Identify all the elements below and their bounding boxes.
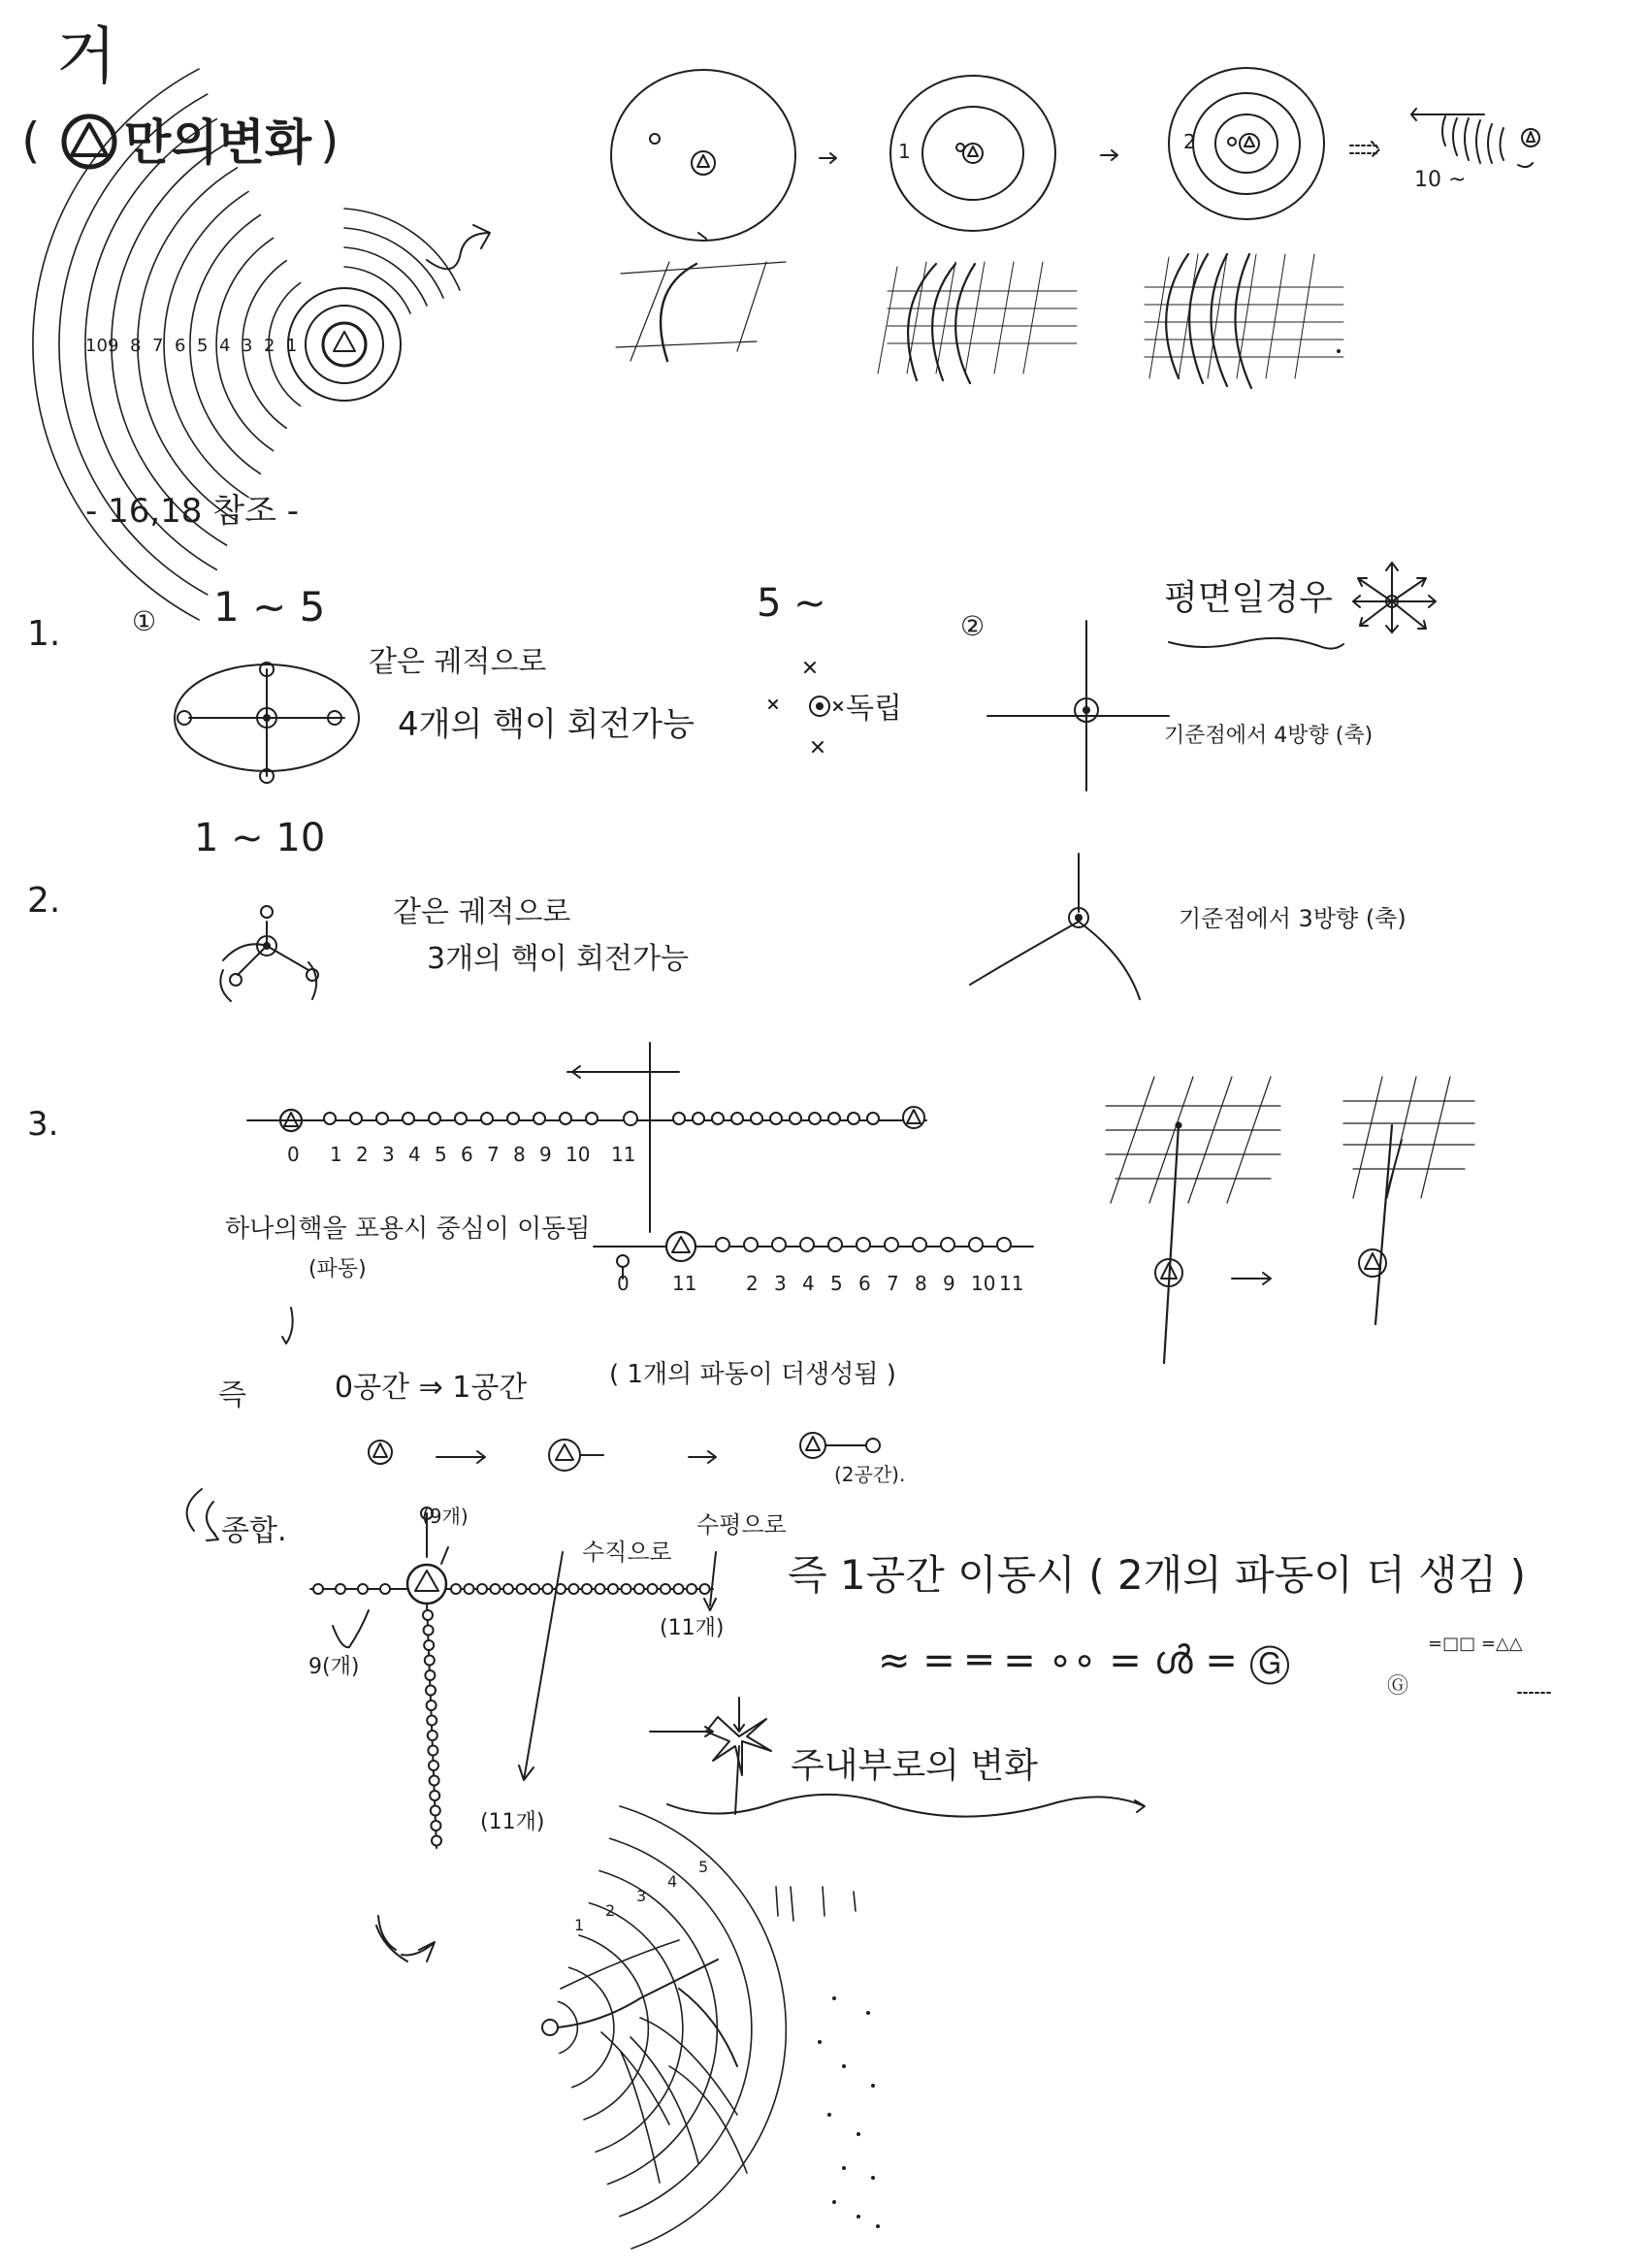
synthesis-bead [569,1584,579,1594]
atom-growth-sequence [611,68,1539,241]
wave-arc-label: 6 [175,336,186,356]
wave-arc-label: 1 [286,336,298,356]
atom-stage-3 [1169,68,1324,219]
chain-bead [617,1255,629,1267]
chain2-label: 10 [971,1272,996,1295]
chain-bead [712,1113,724,1124]
chain-bead [455,1113,467,1124]
atom-stage-1 [611,70,795,241]
shift-note-sub: (파동) [308,1257,367,1281]
conclusion-paren: ( 1개의 파동이 더생성됨 ) [609,1360,896,1389]
synthesis-bead [336,1584,345,1594]
fan-arc-label: 3 [636,1887,647,1905]
synthesis-bead [427,1716,436,1726]
chain1-label: 5 [435,1143,447,1166]
equation-tail: =□□ =△△ [1428,1634,1523,1654]
chain-bead [481,1113,493,1124]
chain2-label: 9 [943,1272,955,1295]
stage3-label-2: 2 [1183,130,1196,153]
chain-bead [751,1113,762,1124]
chain2-label: 6 [858,1272,871,1295]
synthesis-bead [530,1584,539,1594]
wave-fan-figure [376,1806,880,2249]
grid-sketch-2 [878,262,1077,383]
chain1-label: 1 [330,1143,342,1166]
section2-number: 2. [27,881,61,921]
space-progression [369,1433,905,1486]
chain2-labels [617,1272,1023,1295]
wave-arc-label: 8 [130,336,142,356]
synthesis-bead [425,1656,435,1666]
chain-bead [376,1113,388,1124]
chain-bead [403,1113,414,1124]
synthesis-bead [491,1584,501,1594]
fan-arc-label: 1 [574,1916,585,1934]
section3-number: 3. [27,1105,59,1144]
synthesis-bead [622,1584,631,1594]
scatter-dots [818,1996,880,2228]
wave-arc-label: 9 [108,336,119,356]
arrow-right-icon [1101,150,1117,160]
double-arrow-icon [1350,142,1379,157]
wave-arc [344,228,443,298]
section1-submark-2: ② [960,610,986,642]
synthesis-bead [648,1584,658,1594]
chain-bead [744,1238,758,1251]
conclusion-prefix: 즉 [218,1378,246,1412]
progression-arrow [427,225,490,269]
section1-number: 1. [27,614,61,654]
chain-bead [731,1113,743,1124]
chain2-label: 8 [915,1272,927,1295]
chain-bead [828,1238,842,1251]
chain-bead [350,1113,362,1124]
arrow-right-icon [1232,1273,1271,1284]
left-count: 9(개) [308,1655,360,1679]
linear-tail-label: 10 ~ [1414,168,1467,192]
chain-bead [857,1238,870,1251]
chain1-label: 9 [539,1143,552,1166]
synthesis-bead [423,1610,433,1620]
wave-arc [112,144,227,545]
chain-bead [885,1238,898,1251]
atom-stage-2 [890,76,1055,231]
synthesis-statement: 즉 1공간 이동시 ( 2개의 파동이 더 생김 ) [788,1551,1527,1599]
synthesis-bead [582,1584,592,1594]
four-axis-diagram [987,621,1169,791]
bottom-count: (11개) [480,1810,545,1834]
chain2-label: 7 [887,1272,899,1295]
section1-axis-note: 기준점에서 4방향 (축) [1164,724,1374,748]
chain-bead [867,1113,879,1124]
fan-ray [561,1940,679,1989]
space2-label: (2공간). [834,1463,906,1486]
section1-range-b: 5 ~ [757,581,826,626]
title-close-paren: ) [320,113,340,169]
synthesis-bead [424,1626,434,1636]
synthesis-bead [465,1584,474,1594]
synthesis-bead [431,1806,440,1816]
chain2-label: 11 [999,1272,1024,1295]
chain-bead [770,1113,782,1124]
chain-bead [693,1113,704,1124]
grid-vertical-sketch-1 [1106,1077,1280,1363]
chain2-label: 11 [672,1272,697,1295]
atom-stage-linear [1411,109,1539,192]
chain2-label: 4 [802,1272,815,1295]
plane-case-label: 평면일경우 [1164,578,1333,618]
synthesis-bead [432,1836,441,1846]
chain1-labels [287,1143,635,1166]
synthesis-bead [674,1584,684,1594]
section1-desc-line2: 4개의 핵이 회전가능 [398,705,695,744]
fan-arc [569,1967,614,2088]
chain1-label: 6 [461,1143,473,1166]
right-count: (11개) [660,1616,725,1640]
independent-nucleus [769,663,902,752]
synthesis-bead [427,1701,436,1710]
section1-range-a: 1 ~ 5 [213,583,326,631]
title-text: 만의변화 [124,114,312,171]
synthesis-bead [426,1686,436,1696]
synthesis-bead [477,1584,487,1594]
wave-arc-label: 2 [264,336,275,356]
grid-vertical-sketch-2 [1343,1077,1474,1324]
chain2-label: 0 [617,1272,630,1295]
chain-bead [624,1112,637,1125]
fan-arc-label: 5 [698,1858,709,1876]
nucleus-chain-2 [594,1232,1033,1295]
title-open-paren: ( [21,113,41,169]
conclusion-text: 0공간 ⇒ 1공간 [335,1371,528,1405]
chain1-beads [280,1107,924,1131]
nucleus-chain-1 [247,1043,926,1232]
synthesis-bead [517,1584,527,1594]
synthesis-marker [187,1489,218,1540]
synthesis-bead [425,1670,435,1680]
chain-bead [809,1113,821,1124]
page-mark: 거 [56,21,116,93]
wave-arc [344,247,427,306]
section2-desc-line1: 같은 궤적으로 [393,895,571,929]
chain1-label: 4 [408,1143,421,1166]
section2-axis-note: 기준점에서 3방향 (축) [1179,905,1406,932]
chain-bead [848,1113,859,1124]
synthesis-label: 종합. [221,1514,287,1548]
chain-bead [997,1238,1011,1251]
chain1-label: 8 [513,1143,526,1166]
fan-arc [590,1903,683,2153]
section2-desc-line2: 3개의 핵이 회전가능 [427,942,689,976]
chain1-label: 2 [356,1143,369,1166]
reference-note: - 16,18 참조 - [85,492,299,531]
wave-arc-label: 4 [219,336,231,356]
chain-bead [429,1113,440,1124]
chain1-label: 0 [287,1143,300,1166]
page-title [21,113,340,171]
chain1-label: 10 [566,1143,591,1166]
down-arrow-icon [282,1308,293,1344]
chain2-label: 5 [830,1272,843,1295]
synthesis-bead [687,1584,696,1594]
synthesis-equation: ≈ = ═ = ∘∘ = ൾ = Ⓖ [878,1638,1290,1683]
fan-arc-label: 2 [605,1901,616,1920]
wave-arc-label: 10 [85,336,108,356]
equation-sub: Ⓖ [1387,1674,1409,1699]
grid-sketch-3 [1145,254,1343,388]
chain2-label: 2 [746,1272,759,1295]
synthesis-bead [380,1584,390,1594]
wave-arc-label: 7 [152,336,164,356]
three-axis-diagram [970,854,1140,999]
synthesis-bead [428,1746,437,1756]
synthesis-bead [608,1584,618,1594]
chain-bead [586,1113,598,1124]
chain2-label: 3 [774,1272,787,1295]
plane-underline [1169,638,1343,649]
three-nucleus-diagram [220,906,318,1001]
synthesis-bead [661,1584,670,1594]
synthesis-bead [634,1584,644,1594]
fan-arc-labels [574,1858,708,1934]
synthesis-bead [428,1731,437,1740]
four-nucleus-diagram [175,663,359,783]
chain-bead [800,1238,814,1251]
fan-arc-label: 4 [667,1872,678,1891]
arrow-right-icon [820,153,836,163]
synthesis-bead [503,1584,513,1594]
synthesis-bead [431,1821,440,1831]
chain1-label: 11 [611,1143,636,1166]
chain-bead [507,1113,519,1124]
chain-bead [560,1113,571,1124]
chain-bead [534,1113,545,1124]
vertical-label: 수직으로 [582,1539,672,1566]
chain-bead [324,1113,336,1124]
synthesis-bead [543,1584,553,1594]
synthesis-bead [430,1791,439,1800]
section1-desc-line1: 같은 궤적으로 [369,645,547,679]
synthesis-bead [429,1761,438,1770]
synthesis-bead [430,1776,439,1786]
synthesis-bead [424,1640,434,1650]
chain-bead [913,1238,926,1251]
independent-label: 독립 [846,692,902,726]
synthesis-bead [313,1584,323,1594]
chain-bead [790,1113,801,1124]
chain-bead [828,1113,840,1124]
section2-range: 1 ~ 10 [194,816,326,860]
chain1-label: 3 [382,1143,395,1166]
radiating-arrows-icon [1353,563,1436,632]
chain-bead [941,1238,954,1251]
shift-note: 하나의핵을 포용시 중심이 이동됨 [225,1215,591,1244]
synthesis-bead [451,1584,461,1594]
horizontal-label: 수평으로 [696,1511,787,1539]
wave-arc-labels [85,336,297,356]
grid-sketch-1 [616,262,786,361]
synthesis-bead [358,1584,368,1594]
wave-arc-label: 3 [242,336,253,356]
stage2-label-1: 1 [898,140,911,163]
chain1-label: 7 [487,1143,500,1166]
chain-bead [673,1113,685,1124]
chain-bead [969,1238,983,1251]
fan-arc [610,1838,752,2217]
synthesis-bead [596,1584,605,1594]
top-count: (9개) [422,1505,469,1528]
chain-bead [772,1238,786,1251]
chain-bead [716,1238,729,1251]
section1-submark-1: ① [132,605,157,637]
inner-change-label: 주내부로의 변화 [791,1746,1038,1786]
synthesis-bead [700,1584,710,1594]
wave-arc-label: 5 [197,336,209,356]
